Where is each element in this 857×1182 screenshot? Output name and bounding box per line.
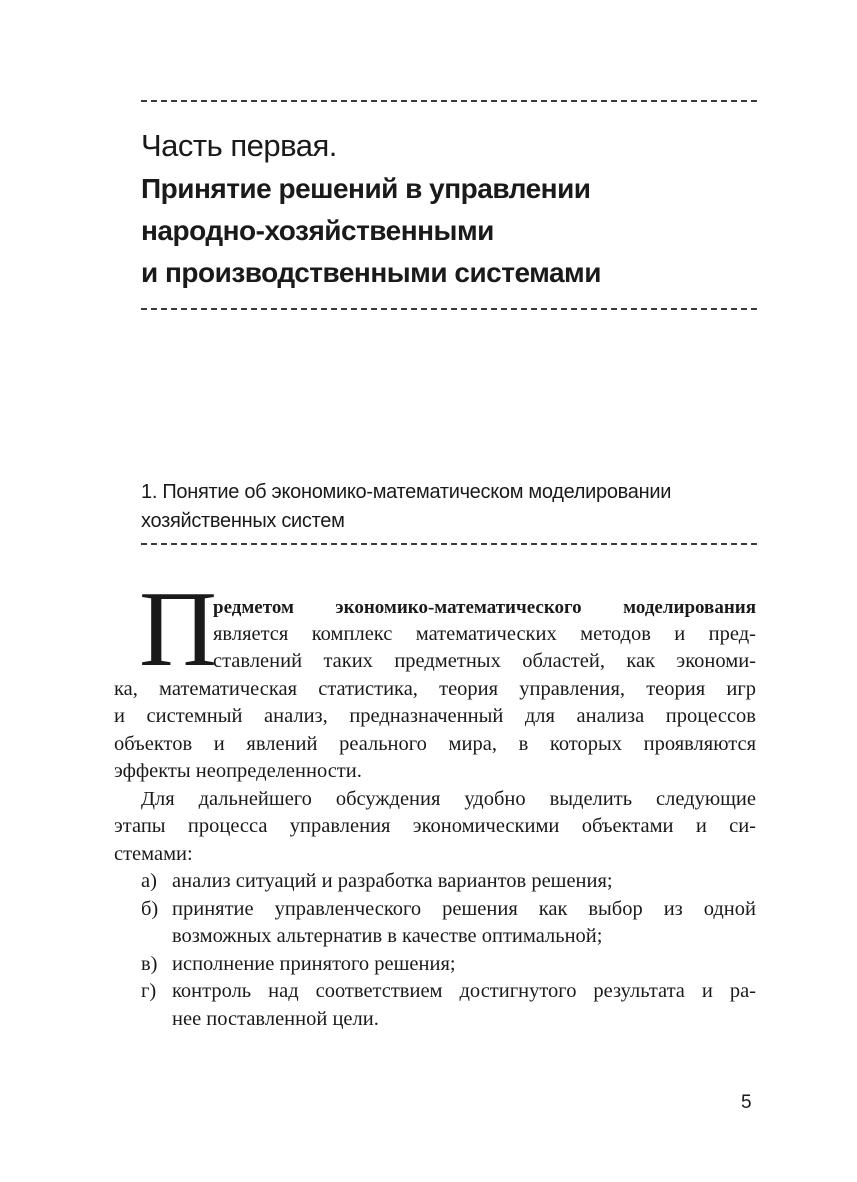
paragraph-line: стемами: (114, 843, 193, 865)
list-item-text: анализ ситуаций и разработка вариантов решения; (172, 870, 613, 892)
list-item-text: контроль над соответствием достигнутого результата и ра- (172, 980, 756, 1002)
title-divider (141, 308, 757, 310)
paragraph-line: ка, математическая статистика, теория управления, теория игр (114, 678, 756, 700)
section-divider (141, 543, 757, 545)
part-title-line: народно-хозяйственными (141, 215, 494, 246)
section-title (141, 478, 761, 536)
list-marker: а) (141, 870, 157, 892)
paragraph-line: объектов и явлений реального мира, в которых проявляются (114, 733, 756, 755)
top-divider (141, 100, 757, 102)
paragraph-line: этапы процесса управления экономическими объектами и си- (114, 815, 756, 837)
list-marker: б) (141, 898, 159, 920)
paragraph-line: Для дальнейшего обсуждения удобно выделить следующие (141, 788, 756, 810)
drop-cap: П (139, 570, 217, 689)
part-label: Часть первая. (141, 128, 337, 163)
list-marker: в) (141, 953, 158, 975)
section-title-line: 1. Понятие об экономико-математическом моделировании (141, 481, 672, 503)
page-number: 5 (741, 1092, 752, 1113)
list-item-text: принятие управленческого решения как выбор из одной (172, 898, 756, 920)
section-title-line: хозяйственных систем (141, 510, 345, 532)
part-title-line: и производственными системами (141, 257, 601, 288)
paragraph-line: является комплекс математических методов и пред- (213, 623, 756, 645)
part-title-line: Принятие решений в управлении (141, 173, 591, 204)
part-title (141, 168, 761, 294)
list-item-text: возможных альтернатив в качестве оптимальной; (172, 925, 603, 947)
list-item-text: исполнение принятого решения; (172, 953, 456, 975)
paragraph-lead-bold: редметом экономико-математического моделирования (213, 597, 756, 618)
list-item-text: нее поставленной цели. (172, 1008, 379, 1030)
paragraph-line: ставлений таких предметных областей, как экономи- (213, 650, 756, 672)
paragraph-line: и системный анализ, предназначенный для анализа процессов (114, 705, 756, 727)
paragraph-line: эффекты неопределенности. (114, 760, 362, 782)
list-marker: г) (141, 980, 157, 1002)
